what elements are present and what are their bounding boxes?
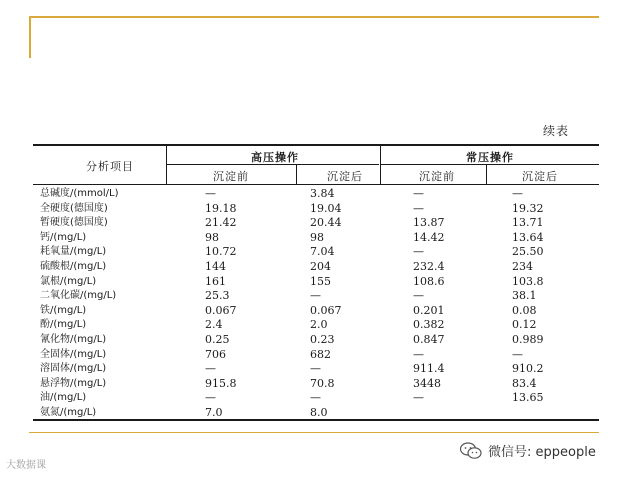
wechat-id-text: 微信号: eppeople [488, 445, 596, 460]
table-cell: 0.067 [205, 304, 237, 317]
wechat-id [460, 441, 596, 460]
table-cell: 25.3 [205, 289, 230, 302]
table-cell: — [310, 362, 321, 375]
table-cell: 0.067 [310, 304, 342, 317]
row-label: 耗氧量/(mg/L) [40, 246, 107, 257]
table-cell: — [413, 202, 424, 215]
table-cell: — [205, 391, 216, 404]
table-cell: 706 [205, 348, 226, 361]
header-divider [380, 146, 381, 184]
row-label: 酚/(mg/L) [40, 319, 87, 330]
table-cell: 98 [310, 231, 324, 244]
table-cell: 232.4 [413, 260, 445, 273]
table-cell: 98 [205, 231, 219, 244]
table-cell: 161 [205, 275, 226, 288]
table-cell: — [512, 187, 523, 200]
table-cell: 2.4 [205, 318, 223, 331]
table-cell: 910.2 [512, 362, 544, 375]
table-cell: — [512, 348, 523, 361]
table-cell: — [413, 391, 424, 404]
row-label: 铁/(mg/L) [40, 305, 87, 316]
table-cell: — [413, 348, 424, 361]
row-label: 暂硬度(德国度) [40, 217, 108, 228]
table-cell: 13.87 [413, 216, 445, 229]
watermark-logo: 大数据课 [6, 460, 46, 471]
table-cell: 915.8 [205, 377, 237, 390]
table-cell: 682 [310, 348, 331, 361]
table-cell: 8.0 [310, 406, 328, 419]
table-cell: 20.44 [310, 216, 342, 229]
table-cell: 7.04 [310, 245, 335, 258]
row-label: 全固体/(mg/L) [40, 349, 107, 360]
table-cell: 155 [310, 275, 331, 288]
table-cell: 0.847 [413, 333, 445, 346]
table-cell: — [413, 289, 424, 302]
row-label: 氰化物/(mg/L) [40, 334, 107, 345]
table-cell: 13.71 [512, 216, 544, 229]
table-header-rule [33, 184, 599, 185]
table-cell: — [310, 391, 321, 404]
table-cell: 0.382 [413, 318, 445, 331]
table-cell: 3.84 [310, 187, 335, 200]
table-cell: 0.23 [310, 333, 335, 346]
table-cell: 2.0 [310, 318, 328, 331]
group-rule-high [166, 164, 379, 165]
table-cell: 7.0 [205, 406, 223, 419]
row-label: 二氧化碳/(mg/L) [40, 290, 117, 301]
table-cell: — [413, 245, 424, 258]
table-cell: 83.4 [512, 377, 537, 390]
table-top-rule [33, 144, 599, 146]
header-item-column: 分析项目 [86, 160, 134, 173]
table-cell: 19.18 [205, 202, 237, 215]
table-cell: 3448 [413, 377, 441, 390]
header-sub-divider [486, 164, 487, 184]
header-normal-after: 沉淀后 [522, 170, 558, 183]
continued-table-label: 续表 [543, 124, 570, 138]
row-label: 总碱度/(mmol/L) [40, 188, 119, 199]
header-group-high-pressure: 高压操作 [251, 151, 299, 164]
header-high-before: 沉淀前 [213, 170, 249, 183]
header-normal-before: 沉淀前 [419, 170, 455, 183]
header-group-normal-pressure: 常压操作 [466, 151, 514, 164]
table-cell: 911.4 [413, 362, 445, 375]
table-cell: 0.201 [413, 304, 445, 317]
row-label: 氯根/(mg/L) [40, 276, 97, 287]
table-cell: 0.12 [512, 318, 537, 331]
group-rule-normal [380, 164, 599, 165]
table-cell: 14.42 [413, 231, 445, 244]
table-cell: — [205, 187, 216, 200]
row-label: 钙/(mg/L) [40, 232, 87, 243]
header-divider [166, 146, 167, 184]
table-cell: — [413, 187, 424, 200]
table-cell: — [205, 362, 216, 375]
decorative-top-line [29, 16, 599, 18]
table-cell: 13.65 [512, 391, 544, 404]
row-label: 硫酸根/(mg/L) [40, 261, 107, 272]
table-cell: 234 [512, 260, 533, 273]
table-cell: 21.42 [205, 216, 237, 229]
table-cell: 103.8 [512, 275, 544, 288]
row-label: 溶固体/(mg/L) [40, 363, 107, 374]
table-bottom-rule [33, 419, 599, 421]
table-cell: 19.04 [310, 202, 342, 215]
decorative-left-line [29, 16, 31, 58]
table-cell: 0.08 [512, 304, 537, 317]
header-sub-divider [296, 164, 297, 184]
table-cell: — [310, 289, 321, 302]
table-cell: 13.64 [512, 231, 544, 244]
row-label: 氨氮/(mg/L) [40, 407, 97, 418]
table-cell: 19.32 [512, 202, 544, 215]
table-cell: 108.6 [413, 275, 445, 288]
table-cell: 70.8 [310, 377, 335, 390]
row-label: 油/(mg/L) [40, 392, 87, 403]
table-cell: 38.1 [512, 289, 537, 302]
row-label: 全硬度(德国度) [40, 203, 108, 214]
table-cell: 144 [205, 260, 226, 273]
decorative-bottom-line [29, 432, 599, 433]
wechat-icon [460, 442, 482, 460]
table-cell: 0.989 [512, 333, 544, 346]
table-cell: 10.72 [205, 245, 237, 258]
header-high-after: 沉淀后 [327, 170, 363, 183]
row-label: 悬浮物/(mg/L) [40, 378, 107, 389]
table-cell: 204 [310, 260, 331, 273]
table-cell: 25.50 [512, 245, 544, 258]
table-cell: 0.25 [205, 333, 230, 346]
